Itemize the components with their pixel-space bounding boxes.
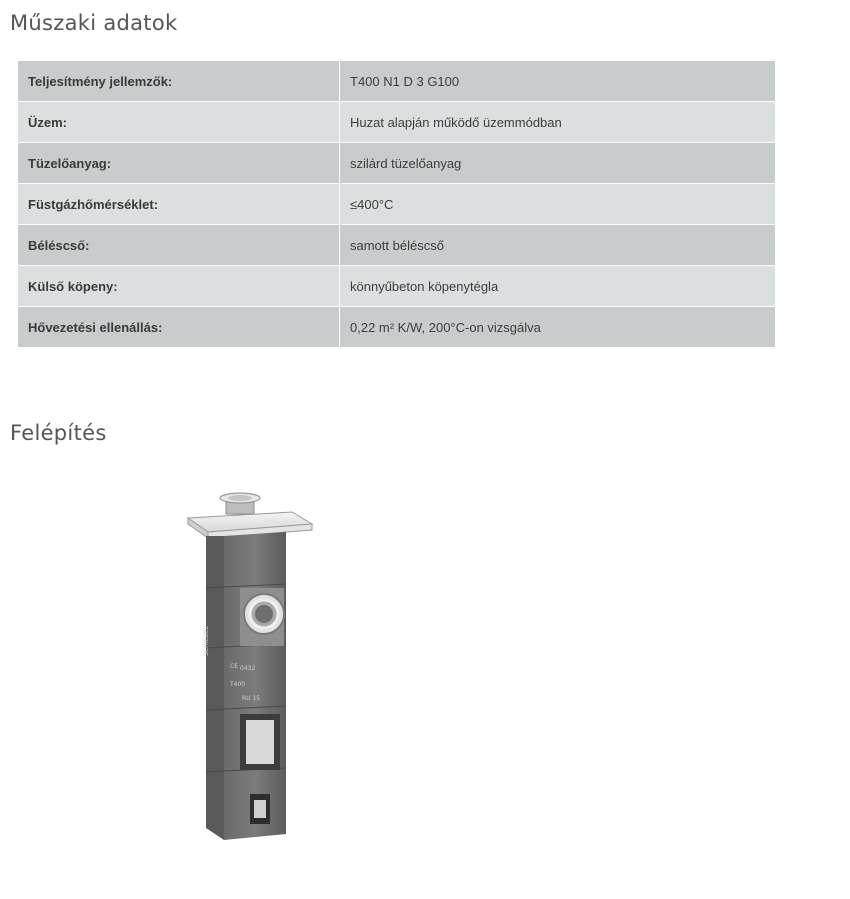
spec-value: 0,22 m² K/W, 200°C-on vizsgálva — [340, 307, 776, 348]
spec-value: Huzat alapján működő üzemmódban — [340, 102, 776, 143]
table-row — [18, 266, 775, 307]
flue-cutaway — [240, 588, 284, 646]
spec-label: Béléscső: — [18, 225, 340, 266]
build-heading: Felépítés — [10, 421, 107, 445]
spec-value: könnyűbeton köpenytégla — [340, 266, 776, 307]
spec-label: Üzem: — [18, 102, 340, 143]
spec-label: Tüzelőanyag: — [18, 143, 340, 184]
table-row — [18, 184, 775, 225]
specs-heading: Műszaki adatok — [10, 11, 178, 35]
table-row — [18, 307, 775, 348]
chimney-cap — [188, 512, 312, 538]
spec-label: Füstgázhőmérséklet: — [18, 184, 340, 225]
spec-label: Külső köpeny: — [18, 266, 340, 307]
spec-value: samott béléscső — [340, 225, 776, 266]
spec-value: szilárd tüzelőanyag — [340, 143, 776, 184]
table-row — [18, 102, 775, 143]
svg-text:RU 15: RU 15 — [242, 695, 261, 702]
svg-text:T400: T400 — [230, 681, 246, 688]
spec-label: Hővezetési ellenállás: — [18, 307, 340, 348]
chimney-image — [180, 488, 320, 848]
table-row — [18, 225, 775, 266]
specs-table — [18, 61, 775, 348]
svg-text:0432: 0432 — [240, 665, 256, 672]
spec-label: Teljesítmény jellemzők: — [18, 61, 340, 102]
table-row — [18, 143, 775, 184]
spec-value: ≤400°C — [340, 184, 776, 225]
chimney-hood — [220, 493, 260, 514]
inspection-opening — [240, 714, 280, 770]
table-row — [18, 61, 775, 102]
spec-value: T400 N1 D 3 G100 — [340, 61, 776, 102]
base-opening — [250, 794, 270, 824]
svg-text:SCHIEDEL: SCHIEDEL — [203, 626, 210, 656]
svg-text:CE: CE — [230, 663, 238, 670]
